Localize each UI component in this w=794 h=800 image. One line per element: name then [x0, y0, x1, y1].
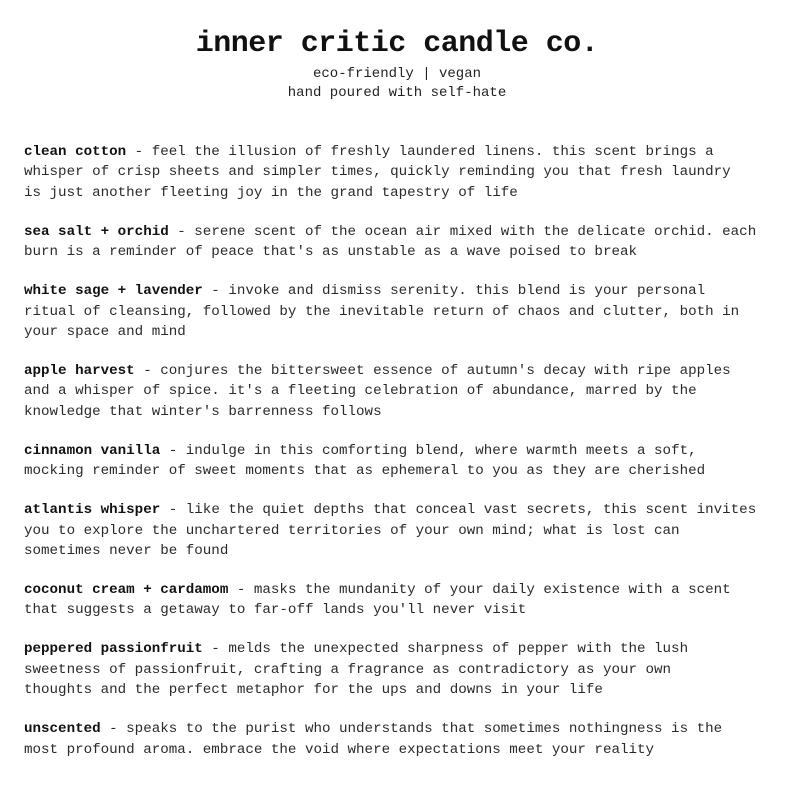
scent-line: [24, 441, 776, 461]
scent-description: sometimes never be found: [24, 543, 229, 560]
scent-item-peppered-passionfruit: [24, 639, 776, 700]
scent-item-sea-salt-orchid: [24, 222, 776, 263]
scent-description: - invoke and dismiss serenity. this blend is your personal: [202, 283, 706, 300]
scent-item-cinnamon-vanilla: [24, 441, 776, 482]
scent-description: you to explore the unchartered territories of your own mind; what is lost can: [24, 522, 680, 539]
scent-description: whisper of crisp sheets and simpler times, quickly reminding you that fresh laundry: [24, 164, 731, 181]
scent-description: knowledge that winter's barrenness follows: [24, 403, 382, 420]
scent-item-apple-harvest: [24, 361, 776, 422]
scent-item-clean-cotton: [24, 142, 776, 203]
scent-name: peppered passionfruit: [24, 641, 203, 658]
scent-name: sea salt + orchid: [24, 223, 169, 240]
scent-description: thoughts and the perfect metaphor for the ups and downs in your life: [24, 682, 603, 699]
scent-name: cinnamon vanilla: [24, 442, 161, 459]
scent-description: - indulge in this comforting blend, where warmth meets a soft,: [160, 442, 697, 459]
scent-name: atlantis whisper: [24, 502, 161, 519]
scent-description: burn is a reminder of peace that's as unstable as a wave poised to break: [24, 244, 637, 261]
scent-line: [24, 361, 776, 381]
scent-line: [24, 500, 776, 520]
scent-description: most profound aroma. embrace the void where expectations meet your reality: [24, 741, 655, 758]
scent-description: your space and mind: [24, 324, 186, 341]
scent-description: - melds the unexpected sharpness of pepper with the lush: [202, 641, 689, 658]
scent-line: [24, 719, 776, 739]
scent-line: [24, 222, 776, 242]
scent-line: [24, 639, 776, 659]
scent-description: sweetness of passionfruit, crafting a fragrance as contradictory as your own: [24, 661, 672, 678]
scent-name: white sage + lavender: [24, 283, 203, 300]
scent-name: unscented: [24, 721, 101, 738]
scent-description: - speaks to the purist who understands that sometimes nothingness is the: [100, 721, 723, 738]
scent-item-coconut-cream-cardamom: [24, 580, 776, 621]
scent-description: - feel the illusion of freshly laundered linens. this scent brings a: [126, 144, 714, 160]
scent-line: [24, 580, 776, 600]
scent-list: [24, 142, 776, 779]
scent-description: - conjures the bittersweet essence of autumn's decay with ripe apples: [134, 363, 731, 380]
scent-line: [24, 281, 776, 301]
scent-line: [24, 142, 776, 162]
scent-name: coconut cream + cardamom: [24, 582, 229, 599]
scent-description: - masks the mundanity of your daily existence with a scent: [228, 582, 731, 599]
scent-description: is just another fleeting joy in the grand tapestry of life: [24, 184, 518, 201]
tagline-eco-vegan: eco-friendly | vegan: [312, 66, 482, 82]
scent-item-white-sage-lavender: [24, 281, 776, 342]
page-header: [0, 26, 794, 103]
scent-description: that suggests a getaway to far-off lands you'll never visit: [24, 602, 527, 619]
brand-title: inner critic candle co.: [195, 27, 599, 61]
scent-description: ritual of cleansing, followed by the inevitable return of chaos and clutter, both in: [24, 303, 740, 320]
scent-description: - like the quiet depths that conceal vast secrets, this scent invites: [160, 502, 757, 519]
scent-name: clean cotton: [24, 144, 127, 160]
scent-description: and a whisper of spice. it's a fleeting celebration of abundance, marred by the: [24, 383, 697, 400]
tagline-hand-poured: hand poured with self-hate: [287, 85, 507, 101]
scent-description: mocking reminder of sweet moments that as ephemeral to you as they are cherished: [24, 463, 706, 480]
scent-description: - serene scent of the ocean air mixed with the delicate orchid. each: [168, 223, 757, 240]
scent-item-atlantis-whisper: [24, 500, 776, 561]
scent-name: apple harvest: [24, 363, 135, 380]
scent-item-unscented: [24, 719, 776, 760]
